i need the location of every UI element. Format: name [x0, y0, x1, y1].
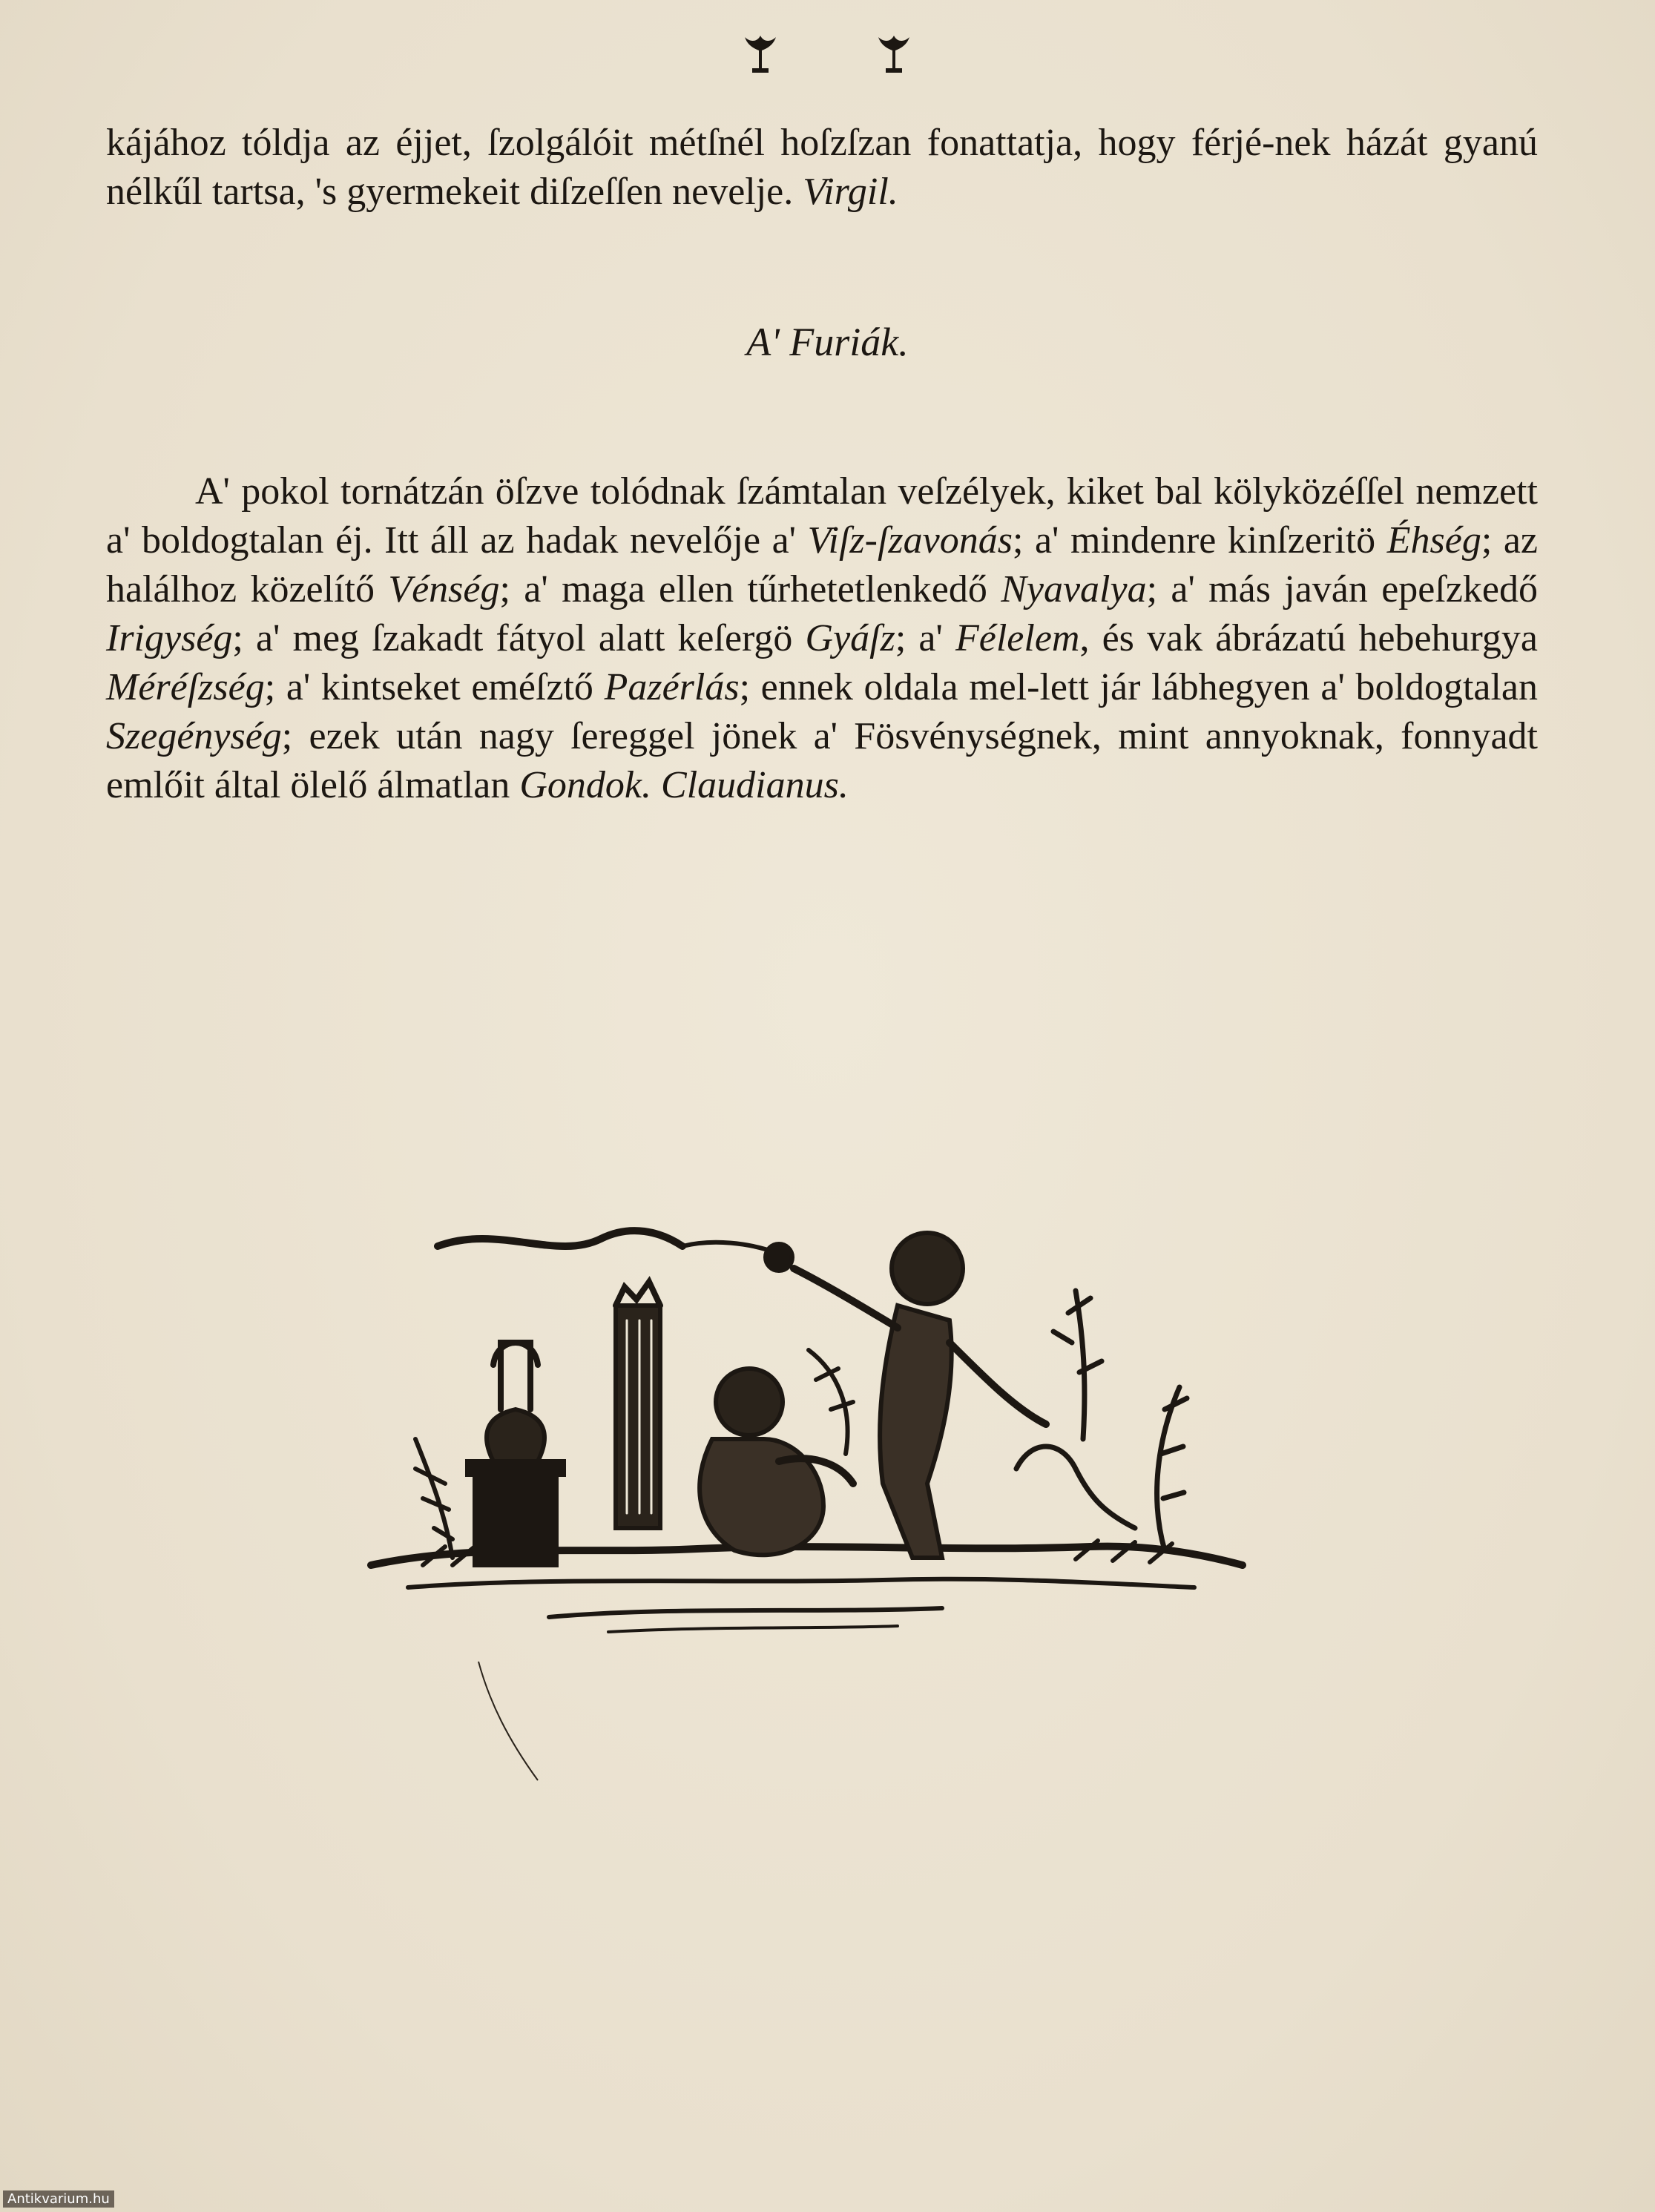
fleuron-icon — [868, 28, 920, 80]
italic-term: Vénség — [388, 568, 500, 610]
italic-term: Méréſzség — [106, 666, 265, 708]
text-run: ; a' maga ellen tűrhetetlenkedő — [499, 568, 987, 610]
continuation-text: kájához tóldja az éjjet, ſzolgálóit métſnél hoſzſzan fonattatja, hogy férjé-nek házát gyanú nélkűl tartsa, 's gyermekeit diſzeſſen nevelje. — [106, 122, 1538, 213]
italic-term: Gyáſz — [805, 617, 895, 659]
text-run: ; ezek után nagy ſereggel jönek a' Fösvénységnek, mint annyoknak, fonnyadt emlőit által ölelő álmatlan — [106, 715, 1538, 806]
italic-term: Szegénység — [106, 715, 282, 757]
text-run: , és vak ábrázatú hebehurgya — [1079, 617, 1539, 659]
watermark-label: Antikvarium.hu — [3, 2190, 114, 2208]
header-ornaments — [0, 28, 1655, 80]
furiak-paragraph — [106, 467, 1538, 810]
italic-term: Éhség — [1386, 519, 1481, 562]
italic-term: Gondok. — [519, 764, 652, 806]
italic-term: Pazérlás — [604, 666, 740, 708]
text-run: ; ennek oldala mel-lett jár lábhegyen a' boldogtalan — [739, 666, 1539, 708]
continuation-author: Virgil. — [803, 171, 898, 213]
text-run: ; a' mindenre kinſzeritö — [1012, 519, 1376, 562]
text-run: ; a' kintseket eméſztő — [264, 666, 593, 708]
fleuron-icon — [734, 28, 786, 80]
italic-term: Irigység — [106, 617, 233, 659]
text-run: A' pokol tornátzán öſzve tolódnak ſzámtalan veſzélyek, kiket bal kölyközéſſel nemzett a' boldogtalan éj. Itt áll az hadak nevelője a' — [106, 470, 1538, 562]
section-heading: A' Furiák. — [746, 320, 909, 364]
italic-term: Viſz-ſzavonás — [807, 519, 1013, 562]
cherubs-garden-woodcut-icon — [363, 1217, 1254, 1662]
text-run: ; a' — [895, 617, 943, 659]
page-scratch-mark — [475, 1658, 542, 1784]
paragraph-author: Claudianus. — [661, 764, 849, 806]
text-run: ; az halálhoz közelítő — [106, 519, 1539, 610]
continuation-paragraph — [106, 119, 1538, 217]
italic-term: Félelem — [955, 617, 1080, 659]
text-run: ; a' más javán epeſzkedő — [1146, 568, 1538, 610]
text-run: ; a' meg ſzakadt fátyol alatt keſergö — [232, 617, 793, 659]
italic-term: Nyavalya — [1001, 568, 1147, 610]
